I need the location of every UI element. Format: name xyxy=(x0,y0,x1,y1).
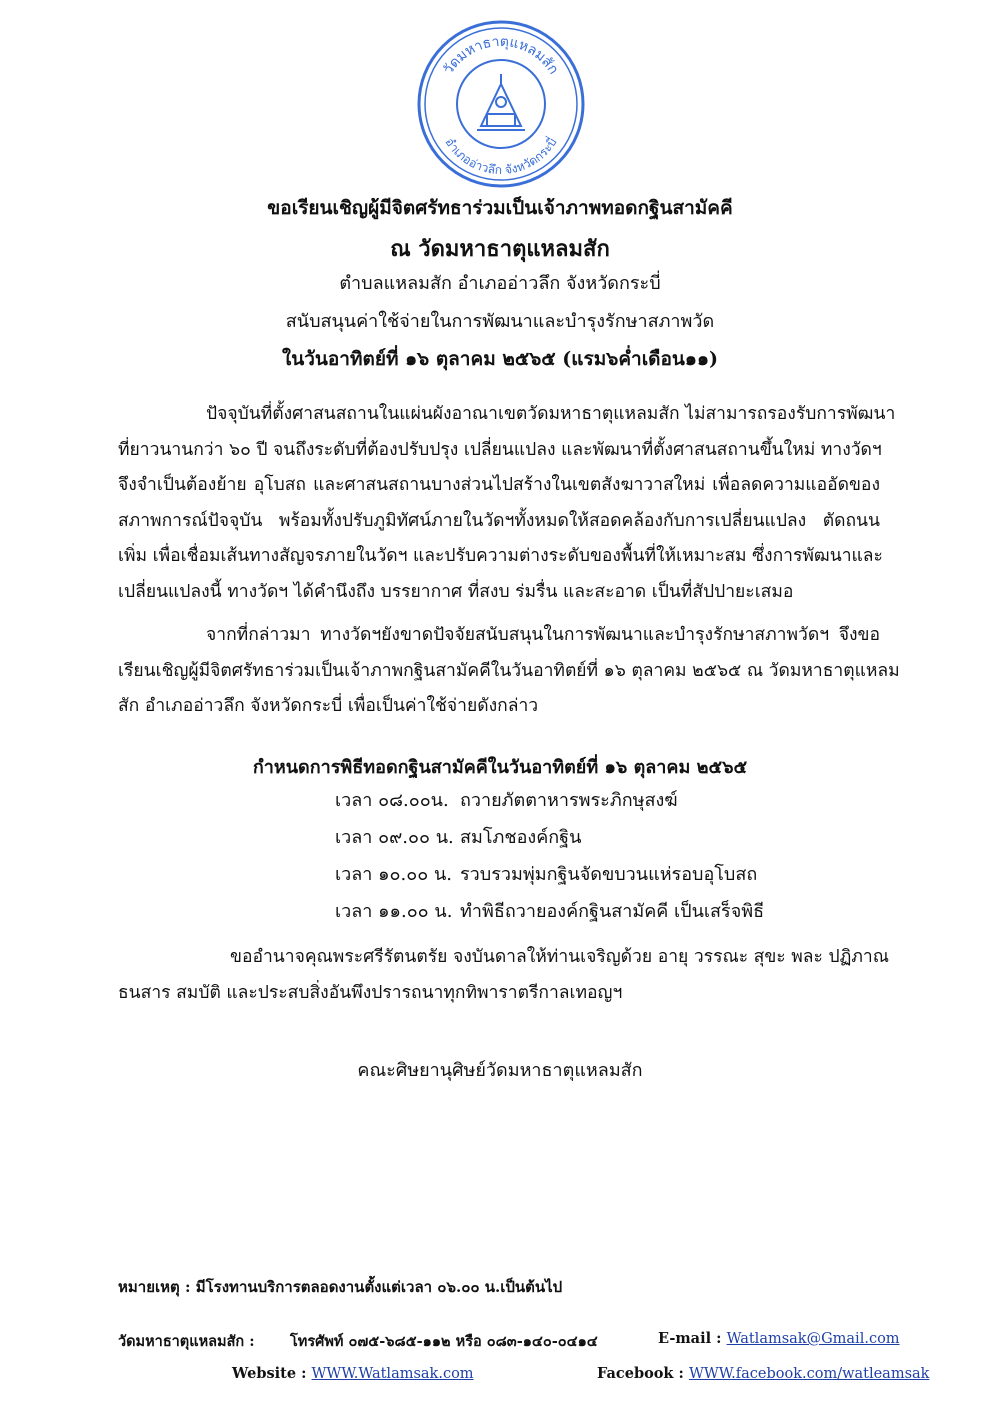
schedule-time: เวลา ๐๙.๐๐ น. xyxy=(335,827,454,848)
schedule-list xyxy=(335,782,764,930)
email-link[interactable]: Watlamsak@Gmail.com xyxy=(726,1331,900,1347)
footer-phone: โทรศัพท์ ๐๗๕-๖๘๕-๑๑๒ หรือ ๐๘๓-๑๔๐-๐๔๑๔ xyxy=(290,1333,598,1350)
schedule-item xyxy=(335,782,764,819)
title-location: ตำบลแหลมสัก อำเภออ่าวลึก จังหวัดกระบี่ xyxy=(339,273,661,294)
facebook-link[interactable]: WWW.facebook.com/watleamsak xyxy=(688,1366,930,1382)
title-invitation: ขอเรียนเชิญผู้มีจิตศรัทธาร่วมเป็นเจ้าภาพทอดกฐินสามัคคี xyxy=(267,197,733,219)
paragraph-line: สัก อำเภออ่าวลึก จังหวัดกระบี่ เพื่อเป็นค่าใช้จ่ายดังกล่าว xyxy=(118,696,539,716)
schedule-activity: ทำพิธีถวายองค์กฐินสามัคคี เป็นเสร็จพิธี xyxy=(460,901,765,922)
email-label: E-mail : xyxy=(658,1330,722,1347)
schedule-time: เวลา ๐๘.๐๐น. xyxy=(335,790,449,811)
facebook-label: Facebook : xyxy=(597,1365,684,1382)
schedule-activity: ถวายภัตตาหารพระภิกษุสงฆ์ xyxy=(460,790,678,811)
schedule-item xyxy=(335,819,764,856)
website-label: Website : xyxy=(232,1365,307,1382)
signature: คณะศิษยานุศิษย์วัดมหาธาตุแหลมสัก xyxy=(357,1060,643,1081)
title-temple-name: ณ วัดมหาธาตุแหลมสัก xyxy=(390,236,610,262)
paragraph-line: จึงจำเป็นต้องย้าย อุโบสถ และศาสนสถานบางส่วนไปสร้างในเขตสังฆาวาสใหม่ เพื่อลดความแออัดของ xyxy=(118,475,880,495)
temple-seal xyxy=(415,18,587,190)
seal-text-top: วัดมหาธาตุแหลมสัก xyxy=(440,33,562,78)
website-link[interactable]: WWW.Watlamsak.com xyxy=(311,1366,474,1382)
schedule-item xyxy=(335,856,764,893)
paragraph-line: ที่ยาวนานกว่า ๖๐ ปี จนถึงระดับที่ต้องปรับปรุง เปลี่ยนแปลง และพัฒนาที่ตั้งศาสนสถานขึ้นใหม่ ทางวัดฯ xyxy=(118,439,882,460)
paragraph-line: จากที่กล่าวมา ทางวัดฯยังขาดปัจจัยสนับสนุนในการพัฒนาและบำรุงรักษาสภาพวัดฯ จึงขอ xyxy=(206,625,880,645)
schedule-time: เวลา ๑๑.๐๐ น. xyxy=(335,901,453,922)
paragraph-line: เรียนเชิญผู้มีจิตศรัทธาร่วมเป็นเจ้าภาพกฐินสามัคคีในวันอาทิตย์ที่ ๑๖ ตุลาคม ๒๕๖๕ ณ วัดมหาธาตุแหลม xyxy=(118,660,900,681)
paragraph-line: ขออำนาจคุณพระศรีรัตนตรัย จงบันดาลให้ท่านเจริญด้วย อายุ วรรณะ สุขะ พละ ปฏิภาณ xyxy=(230,947,889,967)
paragraph-line: เปลี่ยนแปลงนี้ ทางวัดฯ ได้คำนึงถึง บรรยากาศ ที่สงบ ร่มรื่น และสะอาด เป็นที่สัปปายะเสมอ xyxy=(118,581,794,602)
title-date: ในวันอาทิตย์ที่ ๑๖ ตุลาคม ๒๕๖๕ (แรม๖ค่ำเดือน๑๑) xyxy=(281,348,719,370)
paragraph-line: ธนสาร สมบัติ และประสบสิ่งอันพึงปรารถนาทุกทิพาราตรีกาลเทอญฯ xyxy=(118,982,623,1003)
schedule-activity: สมโภชองค์กฐิน xyxy=(460,827,582,848)
schedule-item xyxy=(335,893,764,930)
footer-org: วัดมหาธาตุแหลมสัก : xyxy=(118,1333,255,1350)
schedule-time: เวลา ๑๐.๐๐ น. xyxy=(335,864,452,885)
footer-facebook xyxy=(597,1365,929,1382)
paragraph-line: สภาพการณ์ปัจจุบัน พร้อมทั้งปรับภูมิทัศน์ภายในวัดฯทั้งหมดให้สอดคล้องกับการเปลี่ยนแปลง ตัดถนน xyxy=(118,510,880,531)
note: หมายเหตุ : มีโรงทานบริการตลอดงานตั้งแต่เวลา ๐๖.๐๐ น.เป็นต้นไป xyxy=(118,1278,563,1296)
footer-website xyxy=(232,1365,474,1382)
schedule-activity: รวบรวมพุ่มกฐินจัดขบวนแห่รอบอุโบสถ xyxy=(460,864,758,885)
schedule-title: กำหนดการพิธีทอดกฐินสามัคคีในวันอาทิตย์ที่ ๑๖ ตุลาคม ๒๕๖๕ xyxy=(252,757,748,778)
seal-text-bottom: อำเภออ่าวลึก จังหวัดกระบี่ xyxy=(442,135,560,178)
paragraph-line: เพิ่ม เพื่อเชื่อมเส้นทางสัญจรภายในวัดฯ และปรับความต่างระดับของพื้นที่ให้เหมาะสม ซึ่งการพัฒนาและ xyxy=(118,546,883,566)
paragraph-request xyxy=(118,618,900,725)
title-purpose: สนับสนุนค่าใช้จ่ายในการพัฒนาและบำรุงรักษาสภาพวัด xyxy=(285,311,715,332)
footer-email xyxy=(658,1330,900,1347)
paragraph-line: ปัจจุบันที่ตั้งศาสนสถานในแผ่นผังอาณาเขตวัดมหาธาตุแหลมสัก ไม่สามารถรองรับการพัฒนา xyxy=(206,404,896,424)
svg-text:อำเภออ่าวลึก จังหวัดกระบี่ xyxy=(442,134,559,177)
paragraph-blessing xyxy=(118,940,889,1011)
paragraph-background xyxy=(118,397,896,610)
